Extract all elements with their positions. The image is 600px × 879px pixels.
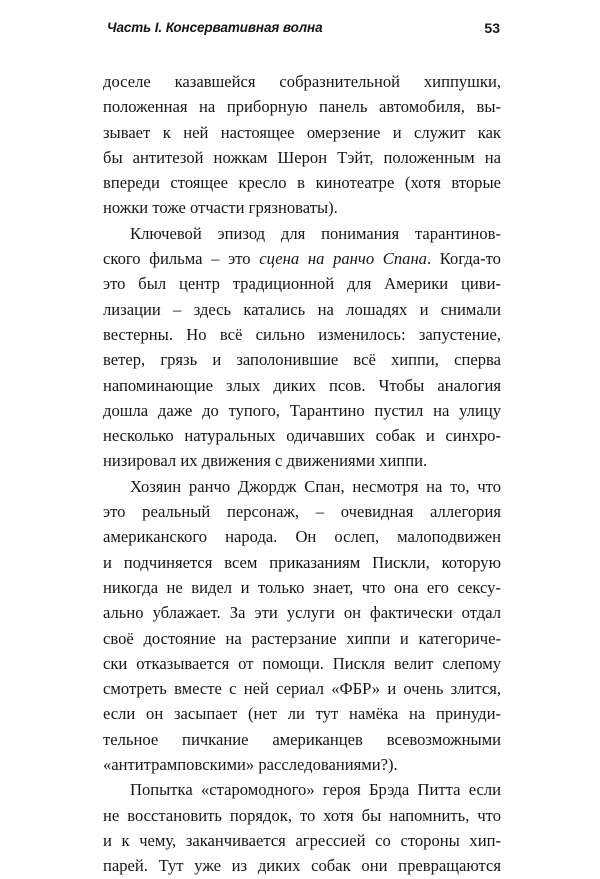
text-line: никогда не видел и только знает, что она его сексу- xyxy=(103,577,501,597)
text-line: зывает к ней настоящее омерзение и служит как xyxy=(103,122,501,142)
text-line: тельное пичкание американцев всевозможными xyxy=(103,729,501,749)
page-number: 53 xyxy=(484,20,500,36)
text-line: вестерны. Но всё сильно изменилось: запустение, xyxy=(103,324,501,344)
running-head xyxy=(107,20,500,44)
text-line: доселе казавшейся собразнительной хиппушки, xyxy=(103,72,501,91)
text-line: смотреть вместе с ней сериал «ФБР» и очень злится, xyxy=(103,679,501,699)
italic-phrase: сцена на ранчо Спана xyxy=(259,249,427,269)
text-line: «антитрамповскими» расследованиями?). xyxy=(103,755,398,775)
text-line: ножки тоже отчасти грязноваты). xyxy=(103,198,338,218)
text-line: напоминающие злых диких псов. Чтобы аналогия xyxy=(103,375,501,395)
text-line: Попытка «старомодного» героя Брэда Питта если xyxy=(130,780,501,800)
text-line: и к чему, заканчивается агрессией со стороны хип- xyxy=(103,830,501,850)
text-line: впереди стоящее кресло в кинотеатре (хотя вторые xyxy=(103,173,501,193)
text-line: Хозяин ранчо Джордж Спан, несмотря на то, что xyxy=(130,476,501,496)
text-line: ского фильма – это сцена на ранчо Спана. Когда-то xyxy=(103,249,501,269)
text-line: низировал их движения с движениями хиппи. xyxy=(103,451,428,471)
text-line: бы антитезой ножкам Шерон Тэйт, положенным на xyxy=(103,147,501,167)
text-line: несколько натуральных одичавших собак и синхро- xyxy=(103,426,501,446)
text-line: Ключевой эпизод для понимания тарантинов- xyxy=(130,223,501,243)
text-line: положенная на приборную панель автомобиля, вы- xyxy=(103,97,501,117)
text-line: американского народа. Он ослеп, малоподвижен xyxy=(103,527,501,547)
text-line: парей. Тут уже из диких собак они превращаются xyxy=(103,856,501,876)
text-line: дошла даже до тупого, Тарантино пустил на улицу xyxy=(103,400,501,420)
text-line: это был центр традиционной для Америки циви- xyxy=(103,274,501,294)
text-line: ски отказывается от помощи. Пискля велит слепому xyxy=(103,653,501,673)
text-line: лизации – здесь катались на лошадях и снимали xyxy=(103,299,501,319)
text-line: ально ублажает. За эти услуги он фактически отдал xyxy=(103,603,501,623)
text-line: и подчиняется всем приказаниям Пискли, которую xyxy=(103,552,501,572)
text-line: не восстановить порядок, то хотя бы напомнить, что xyxy=(103,805,501,825)
section-title: Часть I. Консервативная волна xyxy=(107,20,323,35)
text-line: ветер, грязь и заполонившие всё хиппи, сперва xyxy=(103,350,501,370)
text-line: если он засыпает (нет ли тут намёка на принуди- xyxy=(103,704,501,724)
text-line: это реальный персонаж, – очевидная аллегория xyxy=(103,502,501,522)
body-text xyxy=(103,69,501,879)
text-line: своё достояние на растерзание хиппи и категориче- xyxy=(103,628,501,648)
